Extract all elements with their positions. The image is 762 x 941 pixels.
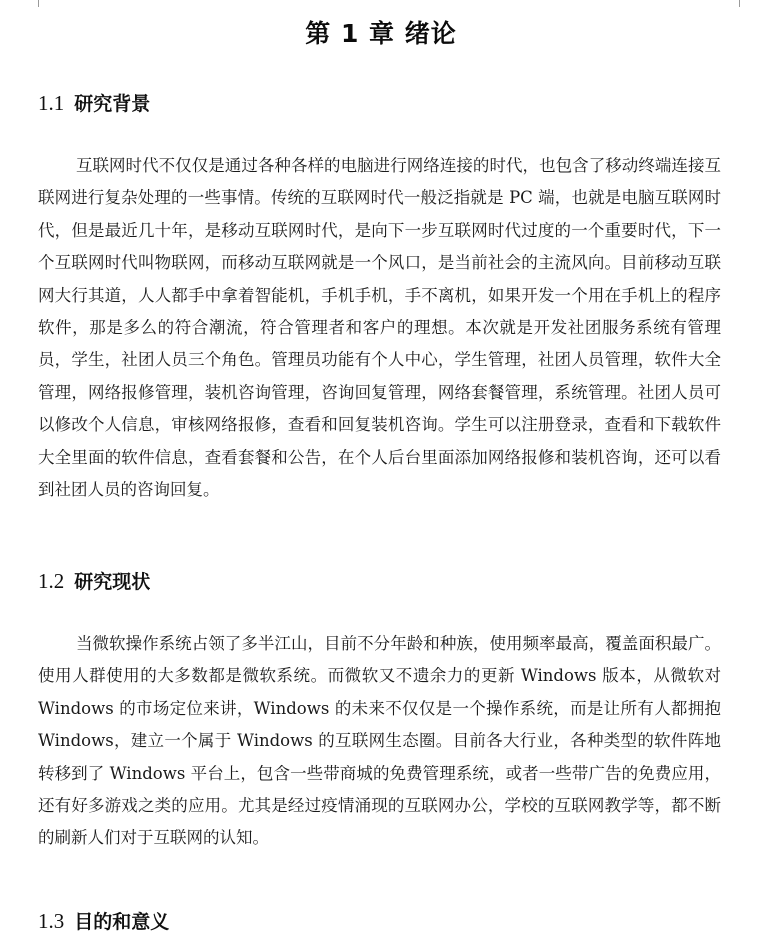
section-title: 研究现状 xyxy=(74,571,151,593)
section-1-2-paragraph: 当微软操作系统占领了多半江山，目前不分年龄和种族，使用频率最高，覆盖面积最广。使用人群使用的大多数都是微软系统。而微软又不遗余力的更新 Windows 版本，从微软对 Windows 的市场定位来讲，Windows 的未来不仅仅是一个操作系统，而是让所有人都拥抱 Windows，建立一个属于 Windows 的互联网生态圈。目前各大行业，各种类型的软件阵地转移到了 Windows 平台上，包含一些带商城的免费管理系统，或者一些带广告的免费应用，还有好多游戏之类的应用。尤其是经过疫情涌现的互联网办公，学校的互联网教学等，都不断的刷新人们对于互联网的认知。 xyxy=(38,634,721,848)
section-1-1-paragraph: 互联网时代不仅仅是通过各种各样的电脑进行网络连接的时代，也包含了移动终端连接互联网进行复杂处理的一些事情。传统的互联网时代一般泛指就是 PC 端，也就是电脑互联网时代，但是最近几十年，是移动互联网时代，是向下一步互联网时代过度的一个重要时代，下一个互联网时代叫物联网，而移动互联网就是一个风口，是当前社会的主流风向。目前移动互联网大行其道，人人都手中拿着智能机，手机手机，手不离机，如果开发一个用在手机上的程序软件，那是多么的符合潮流，符合管理者和客户的理想。本次就是开发社团服务系统有管理员，学生，社团人员三个角色。管理员功能有个人中心，学生管理，社团人员管理，软件大全管理，网络报修管理，装机咨询管理，咨询回复管理，网络套餐管理，系统管理。社团人员可以修改个人信息，审核网络报修，查看和回复装机咨询。学生可以注册登录，查看和下载软件大全里面的软件信息，查看套餐和公告，在个人后台里面添加网络报修和装机咨询，还可以看到社团人员的咨询回复。 xyxy=(38,156,721,500)
section-number: 1.1 xyxy=(38,91,65,115)
page-corner-mark-left xyxy=(30,0,39,7)
section-title: 研究背景 xyxy=(74,93,151,115)
section-number: 1.2 xyxy=(38,569,65,593)
section-heading-1-3 xyxy=(38,907,169,934)
section-heading-1-1 xyxy=(38,89,150,116)
section-heading-1-2 xyxy=(38,567,150,594)
page-corner-mark-right xyxy=(739,0,748,7)
section-number: 1.3 xyxy=(38,909,65,933)
section-title: 目的和意义 xyxy=(74,911,170,933)
chapter-title: 第 1 章 绪论 xyxy=(305,19,457,48)
